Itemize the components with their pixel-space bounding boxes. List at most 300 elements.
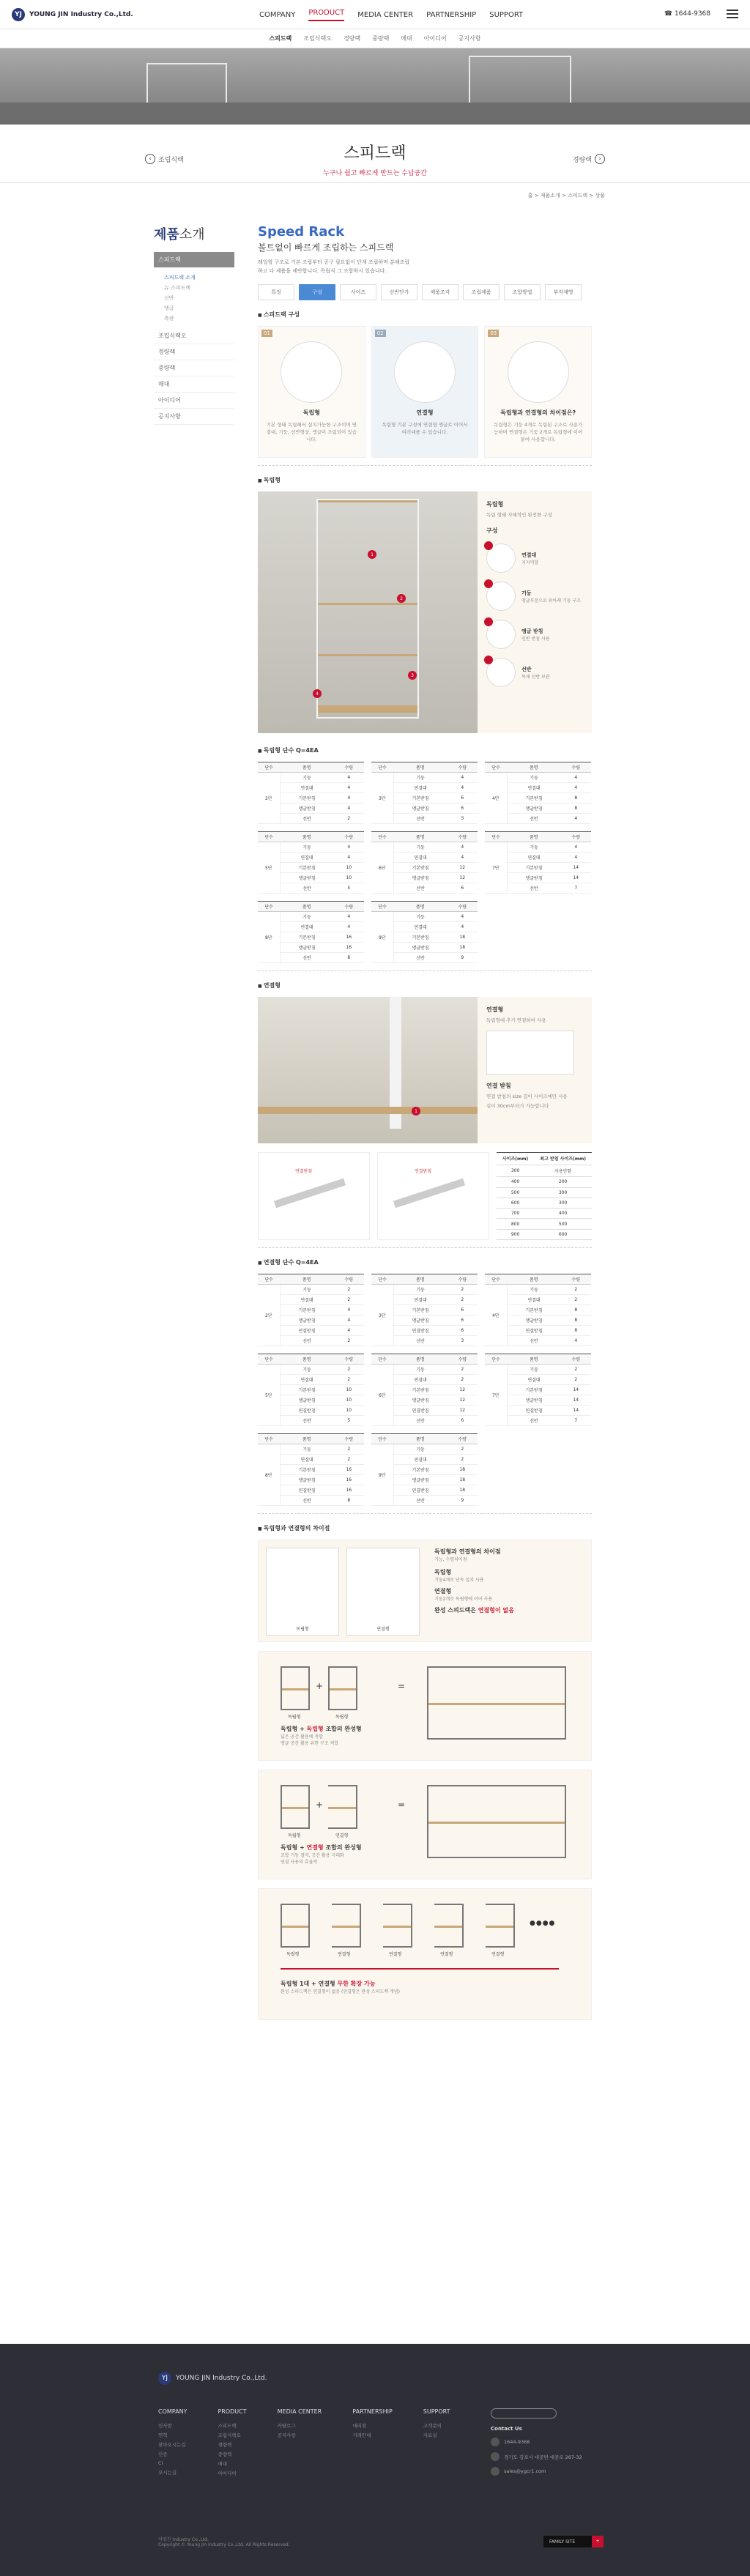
site-header bbox=[0, 0, 750, 29]
tab[interactable]: 특징 bbox=[258, 284, 294, 300]
table-header-row bbox=[371, 1274, 478, 1285]
table-header: 단수 bbox=[258, 832, 280, 842]
subnav-item[interactable]: 중량랙 bbox=[372, 35, 390, 42]
qty-table bbox=[371, 831, 478, 894]
table-cell: 18 bbox=[448, 1485, 478, 1496]
table-header-row bbox=[485, 762, 591, 773]
table-cell: 앵글받침 bbox=[280, 1395, 334, 1406]
shelf bbox=[332, 1926, 360, 1928]
level-cell: 9단 bbox=[371, 912, 393, 963]
part-desc: 선반 받침 사용 bbox=[521, 636, 550, 642]
table-cell: 기둥 bbox=[393, 1444, 448, 1455]
table-cell: 기둥 bbox=[280, 1285, 334, 1295]
footer-column bbox=[218, 2408, 246, 2479]
rod-box bbox=[377, 1152, 489, 1240]
table-header-row bbox=[371, 762, 478, 773]
rack bbox=[427, 1785, 566, 1858]
table-cell: 10 bbox=[334, 1395, 364, 1406]
table-cell: 기둥 bbox=[280, 912, 334, 922]
footer-brand[interactable] bbox=[158, 2372, 267, 2385]
table-cell: 14 bbox=[561, 1406, 591, 1416]
table-cell: 2 bbox=[561, 1285, 591, 1295]
table-header-row bbox=[258, 762, 364, 773]
footer-link[interactable]: 연혁 bbox=[158, 2432, 168, 2438]
card-number: 03 bbox=[488, 330, 499, 337]
table-cell: 6 bbox=[448, 793, 478, 803]
table-header: 단수 bbox=[485, 1354, 507, 1365]
logo-mark: YJ bbox=[12, 8, 25, 21]
footer-link[interactable]: 조립식랙오 bbox=[218, 2432, 241, 2438]
footer-link[interactable]: 오시는길 bbox=[158, 2470, 177, 2476]
product-detail bbox=[258, 491, 592, 733]
table-row bbox=[371, 1444, 478, 1455]
table-header: 단수 bbox=[258, 1434, 280, 1444]
shelf bbox=[330, 1688, 356, 1690]
plus: + bbox=[316, 1800, 324, 1810]
table-header: 수량 bbox=[334, 1434, 364, 1444]
footer-link[interactable]: 대리점 bbox=[352, 2423, 367, 2429]
plus: + bbox=[316, 1681, 324, 1691]
rod-label: 연결받침 bbox=[414, 1169, 432, 1174]
more-dots: ●●●● bbox=[530, 1920, 556, 1927]
side-item[interactable]: 경량랙 bbox=[154, 344, 234, 360]
product-desc bbox=[258, 258, 592, 275]
nav-media[interactable]: MEDIA CENTER bbox=[357, 10, 414, 19]
level-cell: 6단 bbox=[371, 1365, 393, 1426]
table-header: 수량 bbox=[334, 762, 364, 773]
combo-text: 독립형 + 연결형 조합의 완성형 조합 기둥 절약, 공간 활용 극대화 연결 사용의 효율적 bbox=[281, 1844, 362, 1865]
shelf bbox=[318, 603, 417, 605]
table-cell: 기둥 bbox=[280, 1444, 334, 1455]
table-cell: 2 bbox=[448, 1285, 478, 1295]
table-cell: 기둥 bbox=[280, 842, 334, 853]
shelf bbox=[318, 705, 417, 713]
table-header: 품명 bbox=[280, 1274, 334, 1285]
subnav-item[interactable]: 경량랙 bbox=[343, 35, 361, 42]
page-title: 스피드랙 bbox=[344, 144, 406, 163]
tab[interactable]: 선반단가 bbox=[381, 284, 417, 300]
table-cell: 4 bbox=[561, 1336, 591, 1346]
rack bbox=[332, 1904, 361, 1948]
compare-box bbox=[258, 1540, 592, 1642]
table-cell: 기본받침 bbox=[280, 863, 334, 873]
connector-note: 연결 받침의 size 길이 사이즈에만 사용 bbox=[486, 1094, 568, 1099]
global-nav bbox=[259, 0, 523, 29]
footer-link[interactable]: 스피드랙 bbox=[218, 2423, 237, 2429]
size-header-row bbox=[497, 1153, 592, 1165]
logo-mark: YJ bbox=[158, 2372, 171, 2385]
part-name: 연결대 bbox=[521, 552, 537, 558]
table-header: 수량 bbox=[561, 762, 591, 773]
footer-column bbox=[158, 2408, 187, 2479]
footer-column bbox=[278, 2408, 322, 2479]
footer-link[interactable]: 인증 bbox=[158, 2451, 168, 2457]
footer-link[interactable]: 자료실 bbox=[423, 2432, 437, 2438]
footer-link[interactable]: 중량랙 bbox=[218, 2451, 232, 2457]
table-header: 품명 bbox=[507, 1354, 561, 1365]
footer-search-input[interactable] bbox=[491, 2408, 557, 2419]
breadcrumb: 홈 > 제품소개 > 스피드랙 > 상품 bbox=[527, 193, 605, 198]
tab[interactable]: 구성 bbox=[299, 284, 335, 300]
subnav-item[interactable]: 아이디어 bbox=[423, 35, 447, 42]
shelf bbox=[428, 1703, 565, 1705]
combo-title: 조합의 완성형 bbox=[325, 1726, 362, 1732]
part-name: 앵글 받침 bbox=[521, 628, 543, 634]
rack-caption: 연결형 bbox=[389, 1952, 402, 1957]
section-title: ■ 독립형 bbox=[258, 476, 592, 484]
combo-3 bbox=[258, 1888, 592, 2020]
side-sub[interactable]: 측판 bbox=[164, 316, 174, 322]
table-cell: 18 bbox=[448, 943, 478, 953]
rack bbox=[427, 1666, 566, 1740]
rack-independent bbox=[266, 1548, 339, 1636]
card-desc: 독립형은 기둥 4개로 독립된 구조로 사용가능하며 연결형은 기둥 2개로 독립형에 이어 붙여 사용합니다. bbox=[494, 422, 583, 442]
table-cell: 연결받침 bbox=[280, 1406, 334, 1416]
footer-column-title: MEDIA CENTER bbox=[277, 2408, 322, 2415]
table-cell: 3 bbox=[448, 1336, 478, 1346]
combo-note: 조합 기둥 절약, 공간 활용 극대화 bbox=[281, 1853, 344, 1858]
side-item[interactable]: 스피드랙 bbox=[154, 252, 234, 268]
subnav-item[interactable]: 매대 bbox=[401, 35, 412, 42]
card-title: 독립형 bbox=[302, 409, 320, 416]
footer-column-title: COMPANY bbox=[158, 2408, 188, 2415]
side-title-b: 소개 bbox=[179, 227, 205, 242]
footer-link[interactable]: 인사말 bbox=[158, 2423, 172, 2429]
qty-table bbox=[258, 1354, 364, 1426]
combo-text: 독립형 1대 + 연결형 무한 확장 가능 완성 스피드랙은 연결형이 없음 (연결형은 완성 스피드랙 개념) bbox=[281, 1981, 400, 1994]
table-cell: 기둥 bbox=[393, 773, 448, 783]
table-cell: 2 bbox=[334, 1295, 364, 1305]
table-header-row bbox=[371, 1434, 478, 1444]
size-cell: 300 bbox=[497, 1165, 534, 1177]
qty-tables bbox=[258, 762, 592, 963]
table-header: 품명 bbox=[280, 832, 334, 842]
level-cell: 2단 bbox=[258, 1285, 280, 1346]
part-image bbox=[486, 658, 516, 687]
rack-caption: 독립형 bbox=[286, 1952, 300, 1957]
table-cell: 16 bbox=[334, 1485, 364, 1496]
nav-partnership[interactable]: PARTNERSHIP bbox=[426, 10, 477, 19]
table-cell: 4 bbox=[334, 842, 364, 853]
table-cell: 연결대 bbox=[393, 853, 448, 863]
combo-title: 독립형 bbox=[281, 1844, 298, 1851]
subnav-item[interactable]: 공지사항 bbox=[458, 35, 481, 42]
table-row bbox=[258, 842, 364, 853]
side-sub[interactable]: 뉴 스피드랙 bbox=[164, 285, 191, 291]
rack-image bbox=[508, 341, 569, 403]
combo-title: 독립형 bbox=[281, 1726, 298, 1732]
combo-title: 연결형 bbox=[306, 1844, 324, 1851]
table-cell: 연결대 bbox=[507, 853, 561, 863]
table-row bbox=[258, 1285, 364, 1295]
table-cell: 6 bbox=[448, 883, 478, 894]
table-cell: 4 bbox=[334, 1315, 364, 1326]
part-image bbox=[486, 620, 516, 649]
nav-product[interactable]: PRODUCT bbox=[308, 9, 344, 21]
table-cell: 선반 bbox=[280, 814, 334, 824]
contact-phone bbox=[491, 2438, 582, 2446]
table-cell: 선반 bbox=[393, 1496, 448, 1506]
phone: ☎ 1644-9368 bbox=[664, 10, 710, 18]
table-row bbox=[258, 1444, 364, 1455]
compare-sub: 기능, 수량차이점 bbox=[434, 1557, 467, 1562]
table-header: 품명 bbox=[280, 1354, 334, 1365]
table-cell: 2 bbox=[448, 1295, 478, 1305]
table-row bbox=[485, 1285, 591, 1295]
shelf bbox=[383, 1926, 411, 1928]
table-cell: 연결대 bbox=[507, 783, 561, 793]
level-cell: 4단 bbox=[485, 773, 507, 824]
side-item[interactable]: 공지사항 bbox=[154, 409, 234, 425]
next-label: 경량랙 bbox=[572, 156, 592, 164]
table-cell: 7 bbox=[561, 883, 591, 894]
table-cell: 2 bbox=[448, 1444, 478, 1455]
level-cell: 8단 bbox=[258, 1444, 280, 1506]
page-tagline: 누구나 쉽고 빠르게 만드는 수납공간 bbox=[323, 170, 427, 177]
table-header: 품명 bbox=[393, 762, 448, 773]
section-title: ■ 독립형과 연결형의 차이점 bbox=[258, 1524, 592, 1532]
table-header-row bbox=[371, 902, 478, 912]
menu-icon[interactable] bbox=[727, 10, 738, 18]
config-cards bbox=[258, 326, 592, 458]
side-sub[interactable]: 스피드랙 소개 bbox=[164, 275, 196, 281]
level-cell: 3단 bbox=[371, 773, 393, 824]
table-cell: 4 bbox=[561, 814, 591, 824]
card-title: 독립형과 연결형의 차이점은? bbox=[500, 409, 576, 416]
footer-link[interactable]: 공지사항 bbox=[277, 2432, 296, 2438]
table-cell: 연결받침 bbox=[507, 1326, 561, 1336]
nav-company[interactable]: COMPANY bbox=[259, 10, 296, 19]
table-cell: 4 bbox=[334, 922, 364, 932]
qty-table bbox=[485, 831, 591, 894]
rack-caption: 독립형 bbox=[335, 1715, 349, 1720]
part-item bbox=[486, 620, 583, 649]
table-cell: 10 bbox=[334, 1385, 364, 1395]
table-header: 수량 bbox=[448, 1434, 478, 1444]
subnav-item[interactable]: 조립식랙오 bbox=[303, 35, 332, 42]
table-row bbox=[258, 773, 364, 783]
table-cell: 선반 bbox=[280, 883, 334, 894]
table-cell: 선반 bbox=[393, 814, 448, 824]
table-cell: 4 bbox=[448, 842, 478, 853]
divider bbox=[258, 1513, 592, 1514]
table-cell: 기둥 bbox=[393, 1285, 448, 1295]
table-cell: 기본받침 bbox=[507, 793, 561, 803]
table-cell: 4 bbox=[334, 1326, 364, 1336]
contact-address-text: 경기도 김포시 대곶면 대곶로 267-32 bbox=[504, 2454, 582, 2460]
composition-title: 구성 bbox=[486, 527, 498, 534]
table-cell: 16 bbox=[334, 932, 364, 943]
side-item[interactable]: 조립식랙오 bbox=[154, 328, 234, 344]
level-cell: 5단 bbox=[258, 1365, 280, 1426]
table-header: 수량 bbox=[334, 1354, 364, 1365]
table-cell: 4 bbox=[561, 773, 591, 783]
table-cell: 14 bbox=[561, 1395, 591, 1406]
table-cell: 앵글받침 bbox=[507, 873, 561, 883]
logo[interactable] bbox=[12, 8, 133, 21]
footer-link[interactable]: 경량랙 bbox=[218, 2442, 232, 2448]
compare-highlight: 연결형이 없음 bbox=[478, 1607, 514, 1614]
part-desc: 목재 선반 보관 bbox=[521, 674, 550, 680]
table-cell: 연결대 bbox=[507, 1295, 561, 1305]
level-cell: 3단 bbox=[371, 1285, 393, 1346]
table-cell: 7 bbox=[561, 1416, 591, 1426]
footer-link[interactable]: 아이디어 bbox=[218, 2471, 237, 2476]
section-title: ■ 연결형 단수 Q=4EA bbox=[258, 1258, 592, 1266]
side-title-a: 제품 bbox=[154, 227, 179, 242]
table-cell: 연결대 bbox=[393, 922, 448, 932]
subnav-item[interactable]: 스피드랙 bbox=[269, 35, 292, 42]
table-cell: 연결대 bbox=[507, 1375, 561, 1385]
config-card bbox=[258, 326, 365, 458]
connector-photo bbox=[258, 997, 478, 1143]
nav-support[interactable]: SUPPORT bbox=[489, 10, 524, 19]
table-cell: 14 bbox=[561, 863, 591, 873]
prev-link[interactable] bbox=[145, 154, 184, 164]
connector-note: 길이 30cm부터가 가능합니다 bbox=[486, 1103, 549, 1109]
connector-rods bbox=[258, 1152, 592, 1240]
phone-number: 1644-9368 bbox=[674, 10, 710, 18]
divider bbox=[258, 1247, 592, 1248]
table-row bbox=[485, 773, 591, 783]
table-cell: 선반 bbox=[507, 814, 561, 824]
qty-table bbox=[485, 1274, 591, 1346]
level-cell: 5단 bbox=[258, 842, 280, 894]
table-cell: 기둥 bbox=[507, 1285, 561, 1295]
part-name: 기둥 bbox=[521, 590, 532, 596]
footer-link[interactable]: 카탈로그 bbox=[277, 2423, 296, 2429]
part-name: 선반 bbox=[521, 666, 532, 672]
tab[interactable]: 조합방법 bbox=[504, 284, 541, 300]
table-cell: 연결받침 bbox=[393, 1485, 448, 1496]
table-cell: 2 bbox=[334, 1285, 364, 1295]
size-row bbox=[497, 1177, 592, 1187]
copyright-line: Copyright © Young Jin Industry Co.,Ltd. All Rights Reserved. bbox=[158, 2542, 290, 2547]
table-cell: 기둥 bbox=[280, 773, 334, 783]
card-number: 01 bbox=[261, 330, 272, 337]
table-cell: 4 bbox=[334, 773, 364, 783]
table-cell: 기본받침 bbox=[393, 1305, 448, 1315]
table-header: 단수 bbox=[371, 902, 393, 912]
table-cell: 12 bbox=[448, 1385, 478, 1395]
size-table bbox=[497, 1152, 592, 1240]
size-header: 사이즈(mm) bbox=[497, 1153, 534, 1165]
table-cell: 연결받침 bbox=[280, 1326, 334, 1336]
table-header: 단수 bbox=[485, 762, 507, 773]
footer-link[interactable]: 매대 bbox=[218, 2461, 228, 2467]
family-site-select[interactable]: FAMILY SITE + bbox=[543, 2536, 604, 2547]
table-cell: 4 bbox=[448, 853, 478, 863]
combo-note: 앵글 공간 활용 위한 구조 적합 bbox=[281, 1741, 339, 1746]
footer-link[interactable]: 고객문의 bbox=[423, 2423, 442, 2429]
side-item[interactable]: 아이디어 bbox=[154, 393, 234, 409]
side-item[interactable]: 중량랙 bbox=[154, 360, 234, 376]
qty-table bbox=[371, 1433, 478, 1506]
table-cell: 6 bbox=[448, 1326, 478, 1336]
table-cell: 9 bbox=[448, 1496, 478, 1506]
table-cell: 4 bbox=[561, 853, 591, 863]
card-number: 02 bbox=[375, 330, 386, 337]
footer-column bbox=[352, 2408, 393, 2479]
qty-tables bbox=[258, 1274, 592, 1506]
contact-phone-text: 1644-9368 bbox=[504, 2439, 530, 2445]
table-cell: 앵글받침 bbox=[393, 1475, 448, 1485]
level-cell: 7단 bbox=[485, 842, 507, 894]
shelf bbox=[282, 1926, 308, 1928]
card-desc: 기본 형태 독립해서 설치가능한 구조이며 연결대, 기둥, 선반형상, 앵글이 조립되어 있습니다. bbox=[266, 422, 357, 442]
table-cell: 10 bbox=[334, 873, 364, 883]
table-header-row bbox=[258, 902, 364, 912]
footer-link[interactable]: 거래안내 bbox=[352, 2432, 371, 2438]
table-cell: 2 bbox=[334, 814, 364, 824]
size-row bbox=[497, 1165, 592, 1177]
table-cell: 연결대 bbox=[280, 922, 334, 932]
table-cell: 선반 bbox=[280, 1496, 334, 1506]
table-cell: 6 bbox=[448, 1315, 478, 1326]
tab[interactable]: 사이즈 bbox=[340, 284, 376, 300]
rack-connected bbox=[346, 1548, 420, 1636]
side-sub[interactable]: 앵글 bbox=[164, 305, 174, 311]
connector-sub: 연결 받침 bbox=[486, 1083, 511, 1089]
size-cell: 700 bbox=[497, 1209, 534, 1219]
tab[interactable]: 부자재명 bbox=[545, 284, 582, 300]
connector-name: 연결형 bbox=[486, 1006, 504, 1013]
table-header: 단수 bbox=[258, 1354, 280, 1365]
table-cell: 연결대 bbox=[280, 1375, 334, 1385]
table-header-row bbox=[258, 832, 364, 842]
table-cell: 8 bbox=[561, 1305, 591, 1315]
marker: 3 bbox=[408, 671, 417, 680]
qty-table bbox=[371, 1354, 478, 1426]
table-cell: 4 bbox=[334, 912, 364, 922]
product-subtitle: 볼트없이 빠르게 조립하는 스피드랙 bbox=[258, 242, 394, 253]
rack bbox=[281, 1666, 310, 1710]
tab[interactable]: 제품조각 bbox=[422, 284, 458, 300]
table-header-row bbox=[258, 1274, 364, 1285]
table-cell: 16 bbox=[334, 1465, 364, 1475]
contact bbox=[491, 2426, 582, 2476]
tab[interactable]: 조립제품 bbox=[463, 284, 500, 300]
side-sub[interactable]: 선반 bbox=[164, 295, 174, 301]
divider bbox=[258, 465, 592, 466]
table-cell: 5 bbox=[334, 883, 364, 894]
desc-line: 레일형 구조로 기본 조립부터 공구 필요없이 단계 조립하며 분해조립 bbox=[258, 259, 410, 265]
table-header: 수량 bbox=[334, 902, 364, 912]
footer-brand-text: YOUNG JIN Industry Co.,Ltd. bbox=[176, 2375, 267, 2382]
footer-link[interactable]: CI bbox=[158, 2460, 163, 2466]
footer-link[interactable]: 찾아오시는길 bbox=[158, 2442, 186, 2448]
side-item[interactable]: 매대 bbox=[154, 376, 234, 393]
rack bbox=[434, 1904, 464, 1948]
qty-table bbox=[258, 901, 364, 963]
table-cell: 3 bbox=[448, 814, 478, 824]
size-cell: 사용안함 bbox=[534, 1165, 592, 1177]
table-cell: 선반 bbox=[280, 1336, 334, 1346]
table-cell: 앵글받침 bbox=[280, 873, 334, 883]
connector-detail bbox=[258, 997, 592, 1143]
size-cell: 200 bbox=[534, 1177, 592, 1187]
arrow-left-icon: ‹ bbox=[145, 154, 155, 164]
next-link[interactable] bbox=[573, 154, 605, 164]
table-cell: 기둥 bbox=[507, 773, 561, 783]
divider bbox=[258, 970, 592, 971]
equals: = bbox=[398, 1800, 406, 1810]
rack-caption: 독립형 bbox=[288, 1715, 301, 1720]
table-cell: 18 bbox=[448, 1475, 478, 1485]
contact-email bbox=[491, 2467, 582, 2476]
size-cell: 600 bbox=[534, 1229, 592, 1239]
table-cell: 2 bbox=[448, 1455, 478, 1465]
